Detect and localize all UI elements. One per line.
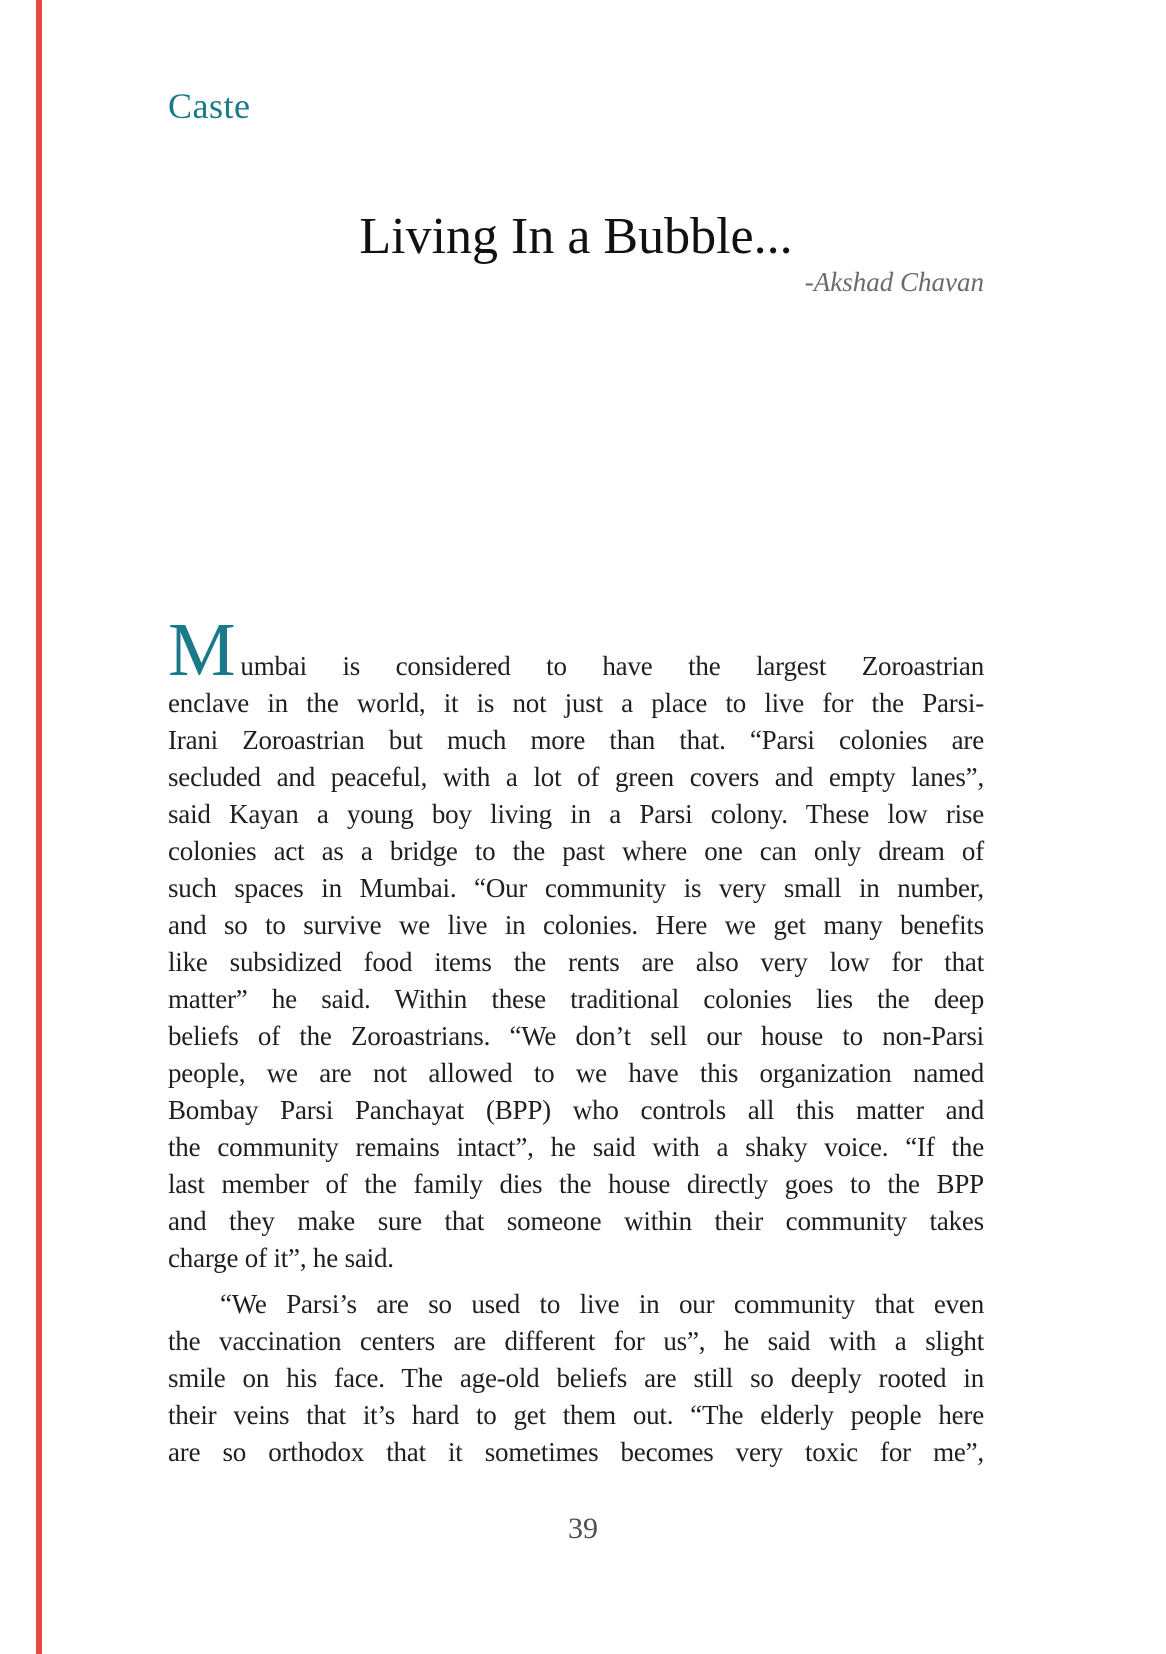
page-title: Living In a Bubble... — [359, 208, 793, 265]
drop-cap: M — [168, 608, 236, 692]
left-accent-line — [36, 0, 42, 1654]
text-line: charge of it”, he said. — [168, 1243, 394, 1273]
text-line: colonies act as a bridge to the past where one can only dream of — [168, 836, 984, 866]
text-line: Irani Zoroastrian but much more than that. “Parsi colonies are — [168, 725, 984, 755]
section-label: Caste — [168, 86, 251, 126]
text-line: the vaccination centers are different for us”, he said with a slight — [168, 1326, 984, 1356]
text-line: are so orthodox that it sometimes becomes very toxic for me”, — [168, 1437, 984, 1467]
text-line: people, we are not allowed to we have this organization named — [168, 1058, 984, 1088]
text-line: “We Parsi’s are so used to live in our community that even — [220, 1289, 984, 1319]
text-line: the community remains intact”, he said with a shaky voice. “If the — [168, 1132, 984, 1162]
text-line: enclave in the world, it is not just a place to live for the Parsi- — [168, 688, 984, 718]
text-line: and so to survive we live in colonies. Here we get many benefits — [168, 910, 984, 940]
text-line: like subsidized food items the rents are also very low for that — [168, 947, 984, 977]
title-block — [168, 208, 984, 298]
author-credit: -Akshad Chavan — [804, 267, 984, 298]
paragraph — [168, 1286, 984, 1471]
text-line: smile on his face. The age-old beliefs are still so deeply rooted in — [168, 1363, 984, 1393]
text-line: last member of the family dies the house directly goes to the BPP — [168, 1169, 984, 1199]
text-line: said Kayan a young boy living in a Parsi colony. These low rise — [168, 799, 984, 829]
text-line: and they make sure that someone within their community takes — [168, 1206, 984, 1236]
text-line: secluded and peaceful, with a lot of green covers and empty lanes”, — [168, 762, 984, 792]
text-line: beliefs of the Zoroastrians. “We don’t sell our house to non-Parsi — [168, 1021, 984, 1051]
text-line: their veins that it’s hard to get them out. “The elderly people here — [168, 1400, 984, 1430]
page-number: 39 — [568, 1512, 598, 1545]
text-line: Mumbai is considered to have the largest Zoroastrian — [168, 608, 984, 692]
article-body — [168, 608, 984, 1471]
text-line: Bombay Parsi Panchayat (BPP) who controls all this matter and — [168, 1095, 984, 1125]
text-line: such spaces in Mumbai. “Our community is very small in number, — [168, 873, 984, 903]
text-line: matter” he said. Within these traditional colonies lies the deep — [168, 984, 984, 1014]
paragraph — [168, 608, 984, 1277]
